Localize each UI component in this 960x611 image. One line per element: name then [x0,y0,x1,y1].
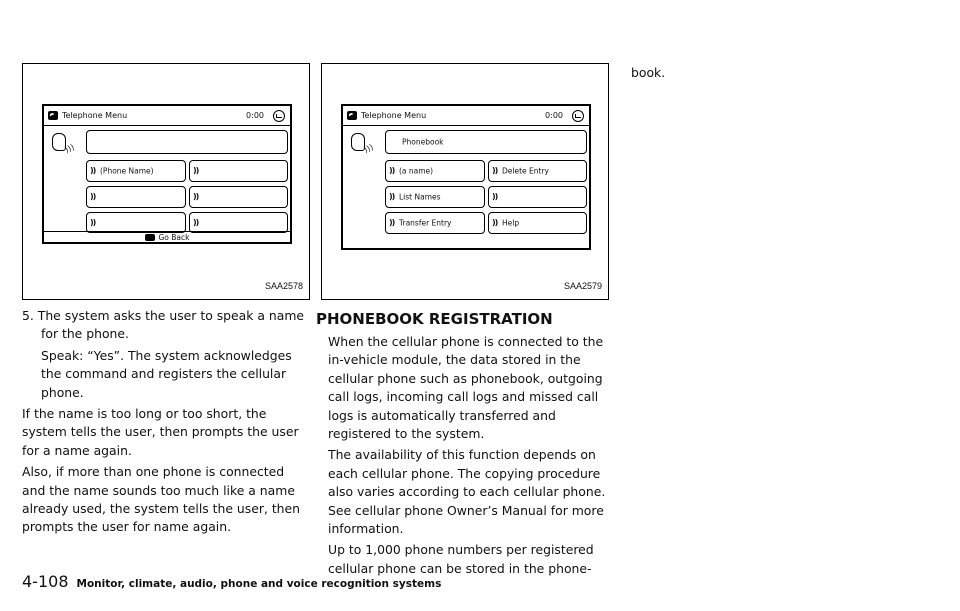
screen-title-bar [343,106,589,126]
voice-command-icon: )) [193,192,199,201]
menu-button-list-names: )) List Names [385,186,485,208]
menu-button-help: )) Help [488,212,587,234]
back-icon [572,110,584,122]
menu-button-empty [488,186,587,208]
top-field [86,130,288,154]
continuation-text: book. [631,65,666,80]
voice-command-icon: )) [193,166,199,175]
voice-recognition-icon: ))) [52,133,74,163]
voice-command-icon: )) [389,218,395,227]
paragraph-capacity: Up to 1,000 phone numbers per registered cellular phone can be stored in the phone- [328,542,594,576]
screen-title: Telephone Menu [62,111,128,120]
menu-button-5 [86,212,186,233]
menu-button-1: )) (Phone Name) [86,160,186,182]
voice-command-icon: )) [389,166,395,175]
voice-command-icon: )) [492,166,498,175]
phonebook-field: Phonebook [385,130,587,154]
page-number: 4-108 [22,572,69,591]
voice-recognition-icon: ))) [351,133,373,163]
call-timer: 0:00 [545,111,563,120]
left-column [22,307,310,540]
display-screen [42,104,292,244]
paragraph-auto-transfer: When the cellular phone is connected to the in-vehicle module, the data stored in the cellular phone such as phonebook, outgoing call logs, incoming call logs and missed call logs is automatically transferred and registered to the system. [328,334,604,442]
back-icon [273,110,285,122]
step-5: 5. The system asks the user to speak a name for the phone. [22,308,305,342]
go-back-icon [145,234,155,241]
screen-title: Telephone Menu [361,111,427,120]
voice-command-icon: )) [492,192,498,201]
step-5-speak: Speak: “Yes”. The system acknowledges the command and registers the cellular phone. [41,347,292,400]
voice-command-icon: )) [193,217,199,227]
figure-code: SAA2578 [264,281,303,291]
phone-icon [347,111,357,120]
figure-telephone-menu-phone-name [22,63,310,300]
phone-icon [48,111,58,120]
call-timer: 0:00 [246,111,264,120]
menu-button-2 [189,160,288,182]
figure-code: SAA2579 [563,281,602,291]
menu-button-a-name: )) (a name) [385,160,485,182]
menu-button-transfer-entry: )) Transfer Entry [385,212,485,234]
menu-button-delete-entry: )) Delete Entry [488,160,587,182]
voice-command-icon: )) [492,218,498,227]
figure-telephone-menu-phonebook [321,63,609,300]
menu-button-4 [189,186,288,208]
voice-command-icon: )) [90,217,96,227]
screen-title-bar [44,106,290,126]
middle-column [328,333,616,581]
voice-command-icon: )) [90,192,96,201]
menu-button-6 [189,212,288,233]
paragraph-name-length: If the name is too long or too short, the system tells the user, then prompts the user for a name again. [22,406,299,458]
right-column [631,64,931,85]
voice-command-icon: )) [90,166,96,175]
go-back-bar: Go Back [44,231,290,242]
paragraph-availability: The availability of this function depends on each cellular phone. The copying procedure also varies according to each cellular phone. See cellular phone Owner’s Manual for more information. [328,447,606,537]
section-heading: PHONEBOOK REGISTRATION [316,310,553,328]
menu-button-3 [86,186,186,208]
voice-command-icon: )) [389,192,395,201]
display-screen [341,104,591,250]
paragraph-multiple-phones: Also, if more than one phone is connected and the name sounds too much like a name already used, the system tells the user, then prompts the user for name again. [22,464,301,535]
section-title: Monitor, climate, audio, phone and voice recognition systems [76,578,442,590]
page-footer [22,572,441,591]
